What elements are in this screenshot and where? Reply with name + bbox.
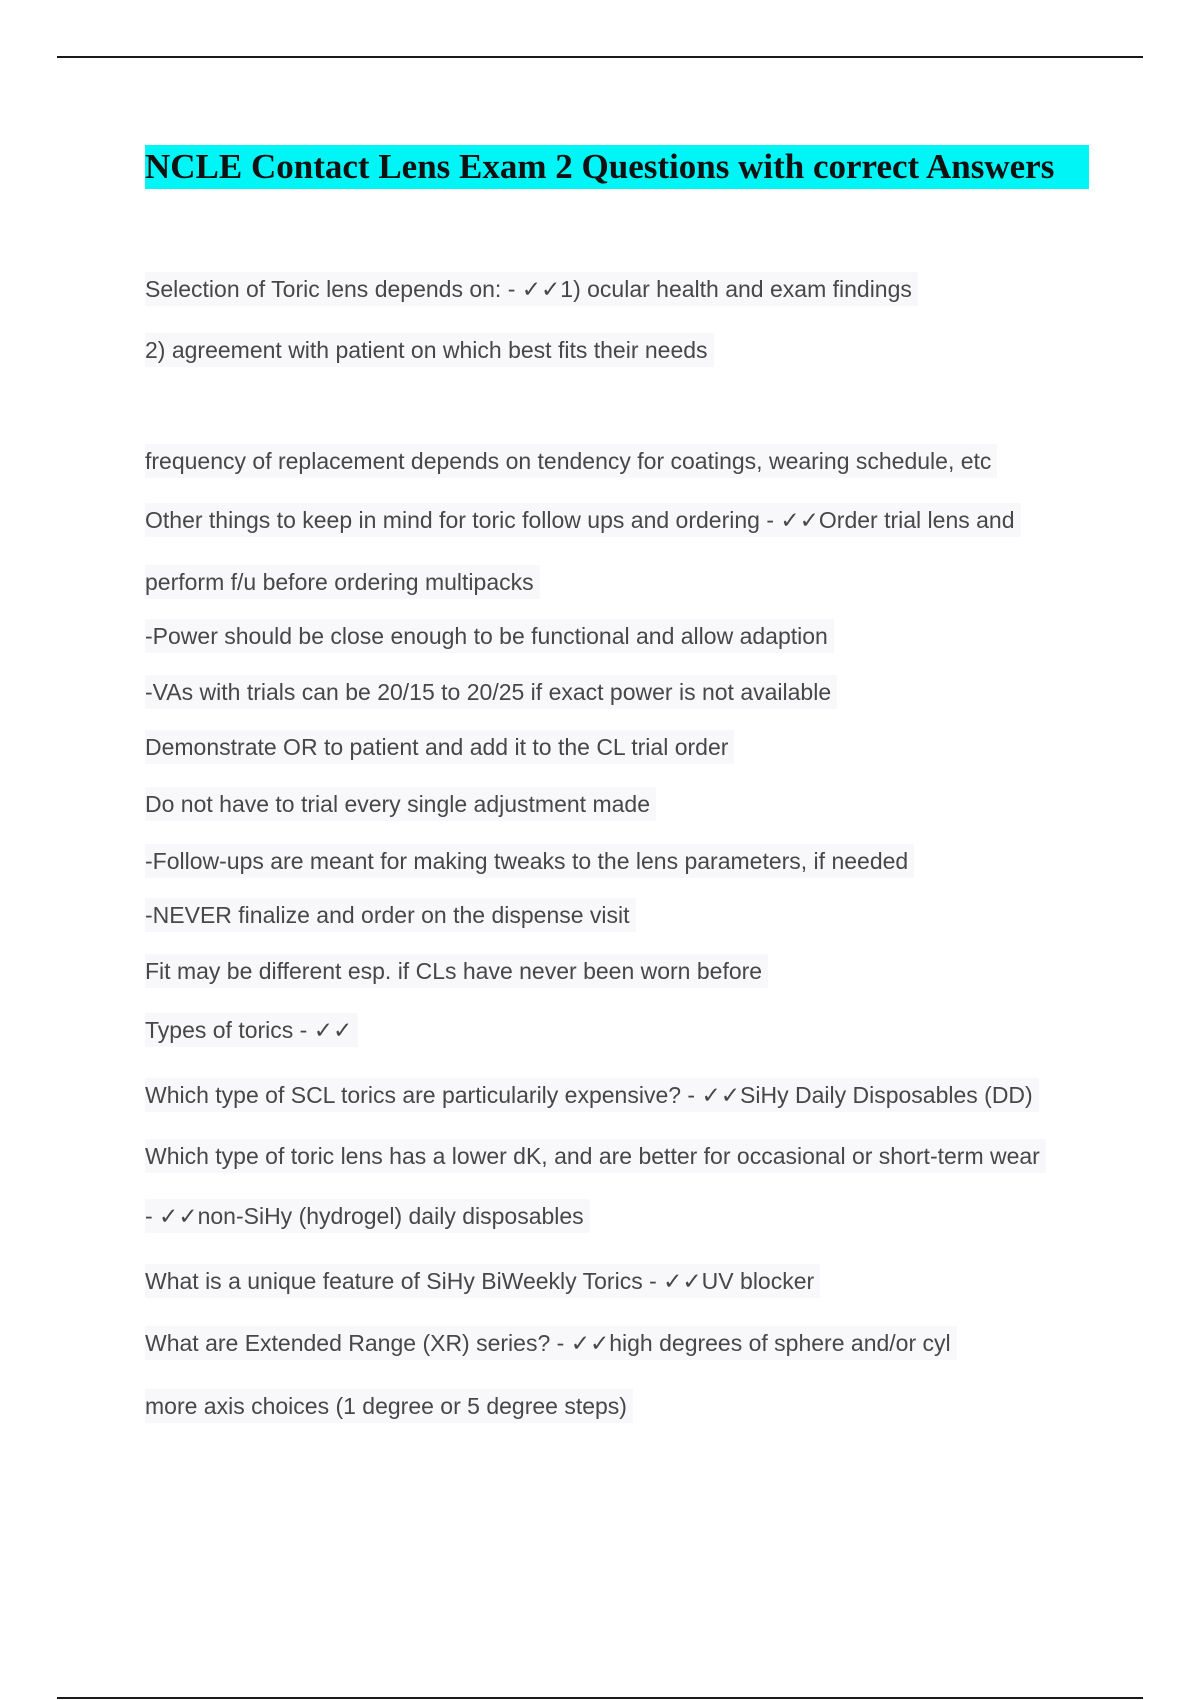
text-line: Selection of Toric lens depends on: - ✓✓1) ocular health and exam findings (145, 272, 918, 306)
text-line: - ✓✓non-SiHy (hydrogel) daily disposables (145, 1199, 590, 1233)
text-line: frequency of replacement depends on tendency for coatings, wearing schedule, etc (145, 444, 997, 478)
text-line: Do not have to trial every single adjustment made (145, 787, 656, 821)
text-line: Which type of SCL torics are particularily expensive? - ✓✓SiHy Daily Disposables (DD) (145, 1078, 1039, 1112)
text-line: What is a unique feature of SiHy BiWeekly Torics - ✓✓UV blocker (145, 1264, 820, 1298)
text-line: Demonstrate OR to patient and add it to the CL trial order (145, 730, 734, 764)
text-line: more axis choices (1 degree or 5 degree steps) (145, 1389, 633, 1423)
text-line: Types of torics - ✓✓ (145, 1013, 358, 1047)
document-title: NCLE Contact Lens Exam 2 Questions with correct Answers (145, 147, 1055, 186)
text-line: -NEVER finalize and order on the dispense visit (145, 898, 636, 932)
text-line: -Power should be close enough to be functional and allow adaption (145, 619, 834, 653)
text-line: -VAs with trials can be 20/15 to 20/25 if exact power is not available (145, 675, 837, 709)
bottom-rule (57, 1697, 1143, 1699)
text-line: Other things to keep in mind for toric follow ups and ordering - ✓✓Order trial lens and (145, 503, 1021, 537)
text-line: What are Extended Range (XR) series? - ✓✓high degrees of sphere and/or cyl (145, 1326, 957, 1360)
top-rule (57, 56, 1143, 58)
text-line: Fit may be different esp. if CLs have never been worn before (145, 954, 768, 988)
text-line: -Follow-ups are meant for making tweaks to the lens parameters, if needed (145, 844, 914, 878)
text-line: perform f/u before ordering multipacks (145, 565, 540, 599)
title-highlight (145, 145, 1089, 189)
text-line: Which type of toric lens has a lower dK, and are better for occasional or short-term wear (145, 1139, 1046, 1173)
text-line: 2) agreement with patient on which best fits their needs (145, 333, 714, 367)
